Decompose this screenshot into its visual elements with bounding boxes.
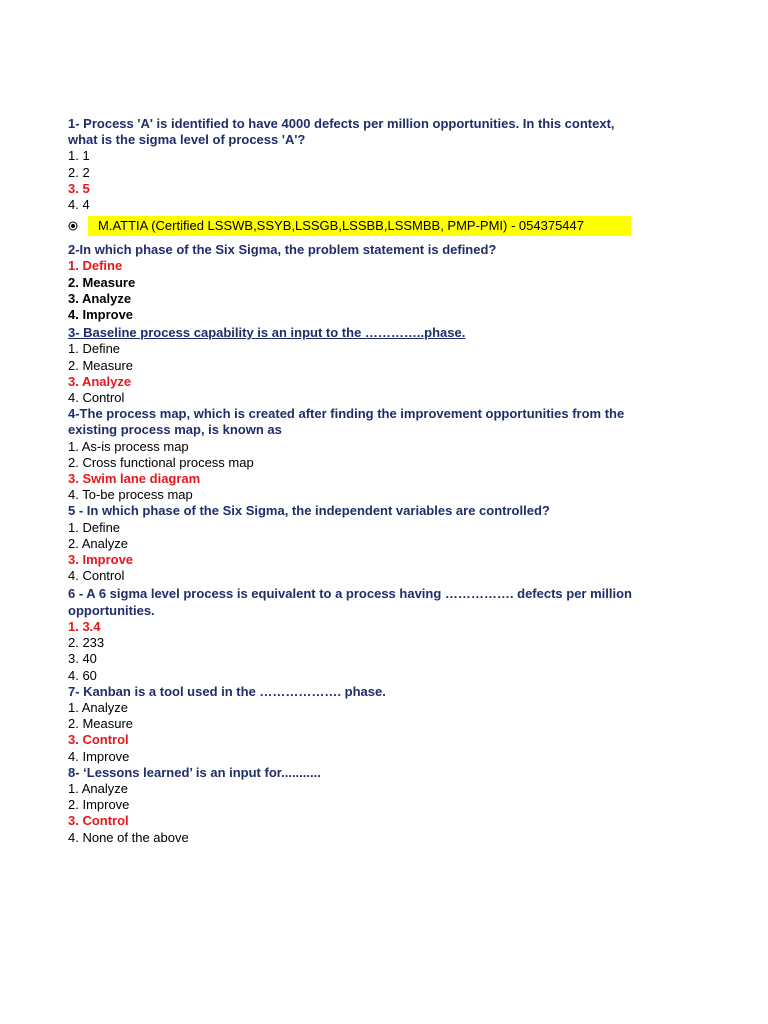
question-4: 4-The process map, which is created after finding the improvement opportunities from the existing process map, is known as [68,406,625,438]
q4-option-1: 1. As-is process map [68,438,189,454]
author-banner-row [68,216,638,238]
q6-option-4: 4. 60 [68,667,97,683]
q6-option-3: 3. 40 [68,651,97,667]
question-1: 1- Process 'A' is identified to have 4000 defects per million opportunities. In this context, what is the sigma level of process 'A'? [68,116,615,148]
q3-option-1: 1. Define [68,341,121,357]
q8-option-2: 2. Improve [68,797,130,813]
q7-option-4: 4. Improve [68,748,130,764]
q5-option-1: 1. Define [68,519,121,535]
q7-option-3-correct: 3. Control [68,732,129,748]
question-5: 5 - In which phase of the Six Sigma, the independent variables are controlled? [68,503,550,519]
q1-option-1: 1. 1 [68,148,90,164]
q2-option-4: 4. Improve [68,307,134,323]
q3-option-4: 4. Control [68,390,125,406]
q7-option-2: 2. Measure [68,716,134,732]
q4-option-4: 4. To-be process map [68,487,193,503]
q1-option-2: 2. 2 [68,164,90,180]
q1-option-3-correct: 3. 5 [68,180,90,196]
q1-option-4: 4. 4 [68,197,90,213]
q5-option-3-correct: 3. Improve [68,552,134,568]
author-banner: M.ATTIA (Certified LSSWB,SSYB,LSSGB,LSSBB,LSSMBB, PMP-PMI) - 054375447 [88,216,631,236]
q4-option-3-correct: 3. Swim lane diagram [68,471,201,487]
q5-option-2: 2. Analyze [68,535,128,551]
question-3: 3- Baseline process capability is an input to the …………..phase. [68,325,466,341]
q8-option-1: 1. Analyze [68,780,128,796]
q4-option-2: 2. Cross functional process map [68,454,254,470]
q2-option-2: 2. Measure [68,274,136,290]
quiz-document [68,116,638,846]
q3-option-3-correct: 3. Analyze [68,373,132,389]
q8-option-3-correct: 3. Control [68,813,129,829]
q3-option-2: 2. Measure [68,357,134,373]
question-7: 7- Kanban is a tool used in the ………………. phase. [68,683,386,699]
question-6: 6 - A 6 sigma level process is equivalent to a process having ……………. defects per million opportunities. [68,586,632,618]
q7-option-1: 1. Analyze [68,699,128,715]
q2-option-3: 3. Analyze [68,290,132,306]
question-2: 2-In which phase of the Six Sigma, the problem statement is defined? [68,242,497,258]
q6-option-2: 2. 233 [68,635,105,651]
q8-option-4: 4. None of the above [68,829,189,845]
question-8: 8- ‘Lessons learned’ is an input for........... [68,764,321,780]
radio-icon [68,221,78,231]
q6-option-1-correct: 1. 3.4 [68,618,101,634]
q2-option-1-correct: 1. Define [68,258,123,274]
q5-option-4: 4. Control [68,568,125,584]
